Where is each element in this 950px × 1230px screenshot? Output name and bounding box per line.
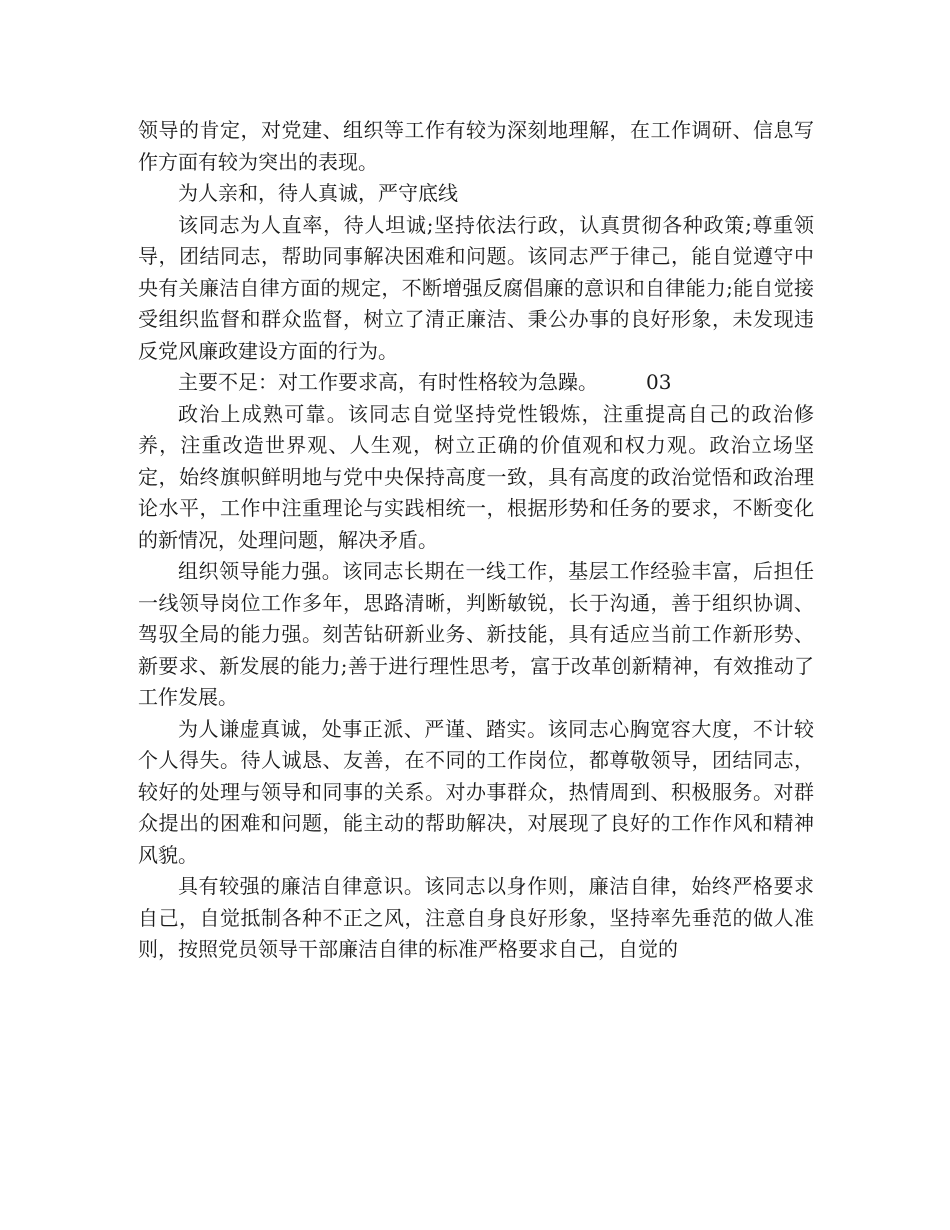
paragraph-shortcomings xyxy=(138,367,814,399)
document-page xyxy=(138,115,814,966)
paragraph-1: 领导的肯定，对党建、组织等工作有较为深刻地理解，在工作调研、信息写作方面有较为突出的表现。 xyxy=(138,118,814,174)
paragraph-integrity: 具有较强的廉洁自律意识。该同志以身作则，廉洁自律，始终严格要求自己，自觉抵制各种不正之风，注意自身良好形象，坚持率先垂范的做人准则，按照党员领导干部廉洁自律的标准严格要求自己，自觉的 xyxy=(138,874,814,961)
section-number: 03 xyxy=(646,370,672,394)
paragraph-character: 为人谦虚真诚，处事正派、严谨、踏实。该同志心胸宽容大度，不计较个人得失。待人诚恳、友善，在不同的工作岗位，都尊敬领导，团结同志，较好的处理与领导和同事的关系。对办事群众，热情周到、积极服务。对群众提出的困难和问题，能主动的帮助解决，对展现了良好的工作作风和精神风貌。 xyxy=(138,716,814,867)
paragraph-3: 该同志为人直率，待人坦诚;坚持依法行政，认真贯彻各种政策;尊重领导，团结同志，帮助同事解决困难和问题。该同志严于律己，能自觉遵守中央有关廉洁自律方面的规定，不断增强反腐倡廉的意识和自律能力;能自觉接受组织监督和群众监督，树立了清正廉洁、秉公办事的良好形象，未发现违反党风廉政建设方面的行为。 xyxy=(138,212,814,363)
shortcomings-text: 主要不足：对工作要求高，有时性格较为急躁。 xyxy=(178,370,598,394)
paragraph-leadership: 组织领导能力强。该同志长期在一线工作，基层工作经验丰富，后担任一线领导岗位工作多年，思路清晰，判断敏锐，长于沟通，善于组织协调、驾驭全局的能力强。刻苦钻研新业务、新技能，具有适应当前工作新形势、新要求、新发展的能力;善于进行理性思考，富于改革创新精神，有效推动了工作发展。 xyxy=(138,559,814,709)
paragraph-political: 政治上成熟可靠。该同志自觉坚持党性锻炼，注重提高自己的政治修养，注重改造世界观、人生观，树立正确的价值观和权力观。政治立场坚定，始终旗帜鲜明地与党中央保持高度一致，具有高度的政治觉悟和政治理论水平，工作中注重理论与实践相统一，根据形势和任务的要求，不断变化的新情况，处理问题，解决矛盾。 xyxy=(138,401,814,552)
section-heading-approachable: 为人亲和，待人真诚，严守底线 xyxy=(178,181,458,205)
